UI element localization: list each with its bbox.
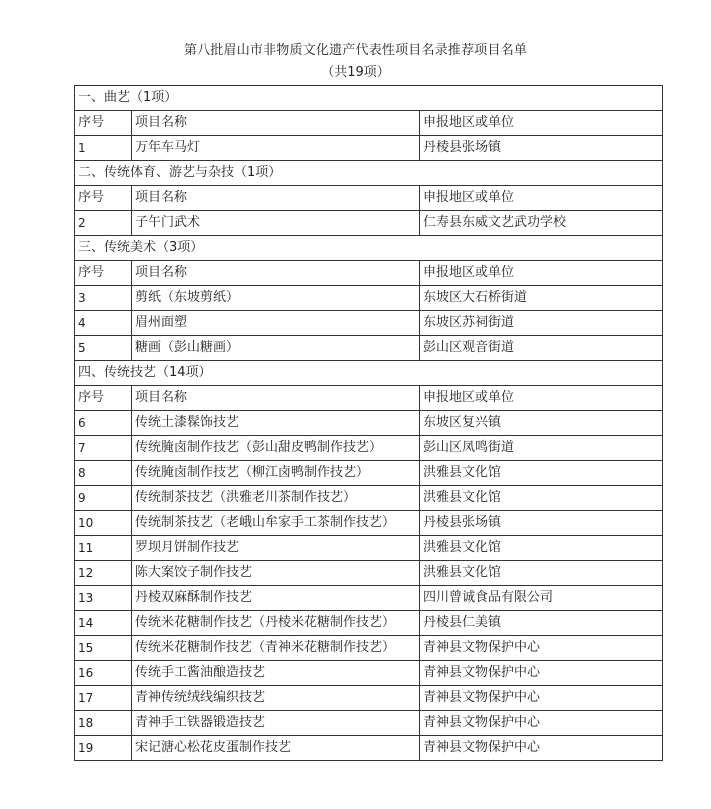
row-name: 丹棱双麻酥制作技艺 (132, 586, 420, 611)
header-row (75, 261, 663, 286)
header-index: 序号 (75, 386, 132, 411)
row-index: 4 (75, 311, 132, 336)
row-unit: 东坡区苏祠街道 (420, 311, 663, 336)
header-unit: 申报地区或单位 (420, 111, 663, 136)
row-name: 传统米花糖制作技艺（青神米花糖制作技艺） (132, 636, 420, 661)
row-index: 8 (75, 461, 132, 486)
row-index: 16 (75, 661, 132, 686)
row-name: 眉州面塑 (132, 311, 420, 336)
header-index: 序号 (75, 111, 132, 136)
section-heading: 一、曲艺（1项） (75, 86, 663, 111)
table-row (75, 136, 663, 161)
row-index: 2 (75, 211, 132, 236)
table-row (75, 486, 663, 511)
document-title: 第八批眉山市非物质文化遗产代表性项目名录推荐项目名单 (183, 43, 528, 58)
header-name: 项目名称 (132, 186, 420, 211)
row-unit: 东坡区大石桥街道 (420, 286, 663, 311)
header-unit: 申报地区或单位 (420, 261, 663, 286)
row-index: 18 (75, 711, 132, 736)
table-row (75, 611, 663, 636)
table-row (75, 736, 663, 761)
section-heading: 四、传统技艺（14项） (75, 361, 663, 386)
row-unit: 青神县文物保护中心 (420, 686, 663, 711)
row-index: 10 (75, 511, 132, 536)
header-unit: 申报地区或单位 (420, 186, 663, 211)
row-unit: 彭山区观音街道 (420, 336, 663, 361)
table-row (75, 286, 663, 311)
row-name: 罗坝月饼制作技艺 (132, 536, 420, 561)
row-unit: 四川曾诚食品有限公司 (420, 586, 663, 611)
row-index: 11 (75, 536, 132, 561)
row-unit: 彭山区凤鸣街道 (420, 436, 663, 461)
row-name: 青神手工铁器锻造技艺 (132, 711, 420, 736)
row-unit: 洪雅县文化馆 (420, 561, 663, 586)
row-name: 万年车马灯 (132, 136, 420, 161)
table-row (75, 636, 663, 661)
row-name: 青神传统绒线编织技艺 (132, 686, 420, 711)
document-subtitle: （共19项） (321, 65, 390, 80)
table-row (75, 536, 663, 561)
row-unit: 青神县文物保护中心 (420, 636, 663, 661)
header-name: 项目名称 (132, 386, 420, 411)
row-name: 传统腌卤制作技艺（彭山甜皮鸭制作技艺） (132, 436, 420, 461)
table-row (75, 411, 663, 436)
row-unit: 洪雅县文化馆 (420, 536, 663, 561)
row-unit: 东坡区复兴镇 (420, 411, 663, 436)
table-row (75, 711, 663, 736)
row-name: 传统手工酱油酿造技艺 (132, 661, 420, 686)
row-index: 9 (75, 486, 132, 511)
row-index: 12 (75, 561, 132, 586)
row-unit: 洪雅县文化馆 (420, 486, 663, 511)
table-row (75, 436, 663, 461)
section-heading-row (75, 361, 663, 386)
row-index: 7 (75, 436, 132, 461)
row-index: 13 (75, 586, 132, 611)
header-index: 序号 (75, 186, 132, 211)
table-row (75, 511, 663, 536)
section-heading: 三、传统美术（3项） (75, 236, 663, 261)
table-row (75, 311, 663, 336)
table-row (75, 686, 663, 711)
row-unit: 青神县文物保护中心 (420, 736, 663, 761)
row-unit: 丹棱县张场镇 (420, 136, 663, 161)
row-name: 传统制茶技艺（洪雅老川茶制作技艺） (132, 486, 420, 511)
row-name: 宋记溏心松花皮蛋制作技艺 (132, 736, 420, 761)
row-unit: 丹棱县仁美镇 (420, 611, 663, 636)
header-row (75, 386, 663, 411)
table-row (75, 461, 663, 486)
section-heading-row (75, 86, 663, 111)
header-row (75, 111, 663, 136)
row-unit: 青神县文物保护中心 (420, 661, 663, 686)
section-heading-row (75, 236, 663, 261)
header-unit: 申报地区或单位 (420, 386, 663, 411)
row-name: 传统腌卤制作技艺（柳江卤鸭制作技艺） (132, 461, 420, 486)
row-name: 传统米花糖制作技艺（丹棱米花糖制作技艺） (132, 611, 420, 636)
row-unit: 丹棱县张场镇 (420, 511, 663, 536)
row-name: 传统制茶技艺（老峨山牟家手工茶制作技艺） (132, 511, 420, 536)
header-index: 序号 (75, 261, 132, 286)
row-unit: 洪雅县文化馆 (420, 461, 663, 486)
table-row (75, 211, 663, 236)
row-name: 剪纸（东坡剪纸） (132, 286, 420, 311)
header-name: 项目名称 (132, 111, 420, 136)
row-index: 6 (75, 411, 132, 436)
table-row (75, 561, 663, 586)
row-index: 5 (75, 336, 132, 361)
row-name: 陈大案饺子制作技艺 (132, 561, 420, 586)
table-row (75, 336, 663, 361)
section-heading-row (75, 161, 663, 186)
section-heading: 二、传统体育、游艺与杂技（1项） (75, 161, 663, 186)
row-name: 子午门武术 (132, 211, 420, 236)
row-index: 14 (75, 611, 132, 636)
row-name: 糖画（彭山糖画） (132, 336, 420, 361)
row-unit: 青神县文物保护中心 (420, 711, 663, 736)
header-row (75, 186, 663, 211)
row-index: 15 (75, 636, 132, 661)
row-unit: 仁寿县东威文艺武功学校 (420, 211, 663, 236)
row-index: 17 (75, 686, 132, 711)
header-name: 项目名称 (132, 261, 420, 286)
table-row (75, 586, 663, 611)
row-index: 3 (75, 286, 132, 311)
row-name: 传统土漆髹饰技艺 (132, 411, 420, 436)
row-index: 19 (75, 736, 132, 761)
row-index: 1 (75, 136, 132, 161)
project-table (74, 85, 663, 761)
table-row (75, 661, 663, 686)
